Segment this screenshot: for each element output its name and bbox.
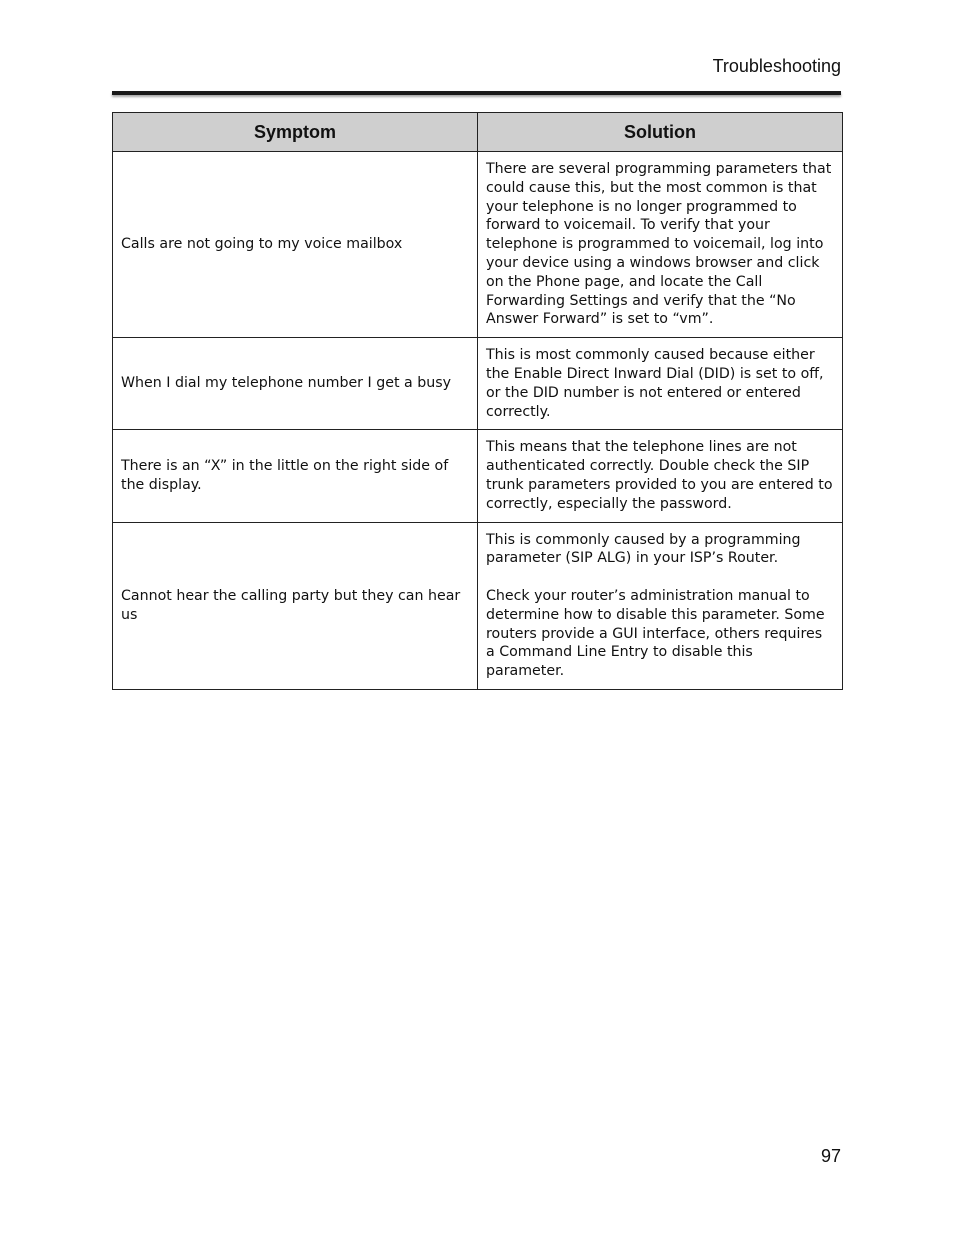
symptom-cell: Cannot hear the calling party but they can hear us — [113, 522, 478, 689]
solution-cell — [478, 152, 843, 338]
solution-cell — [478, 338, 843, 430]
troubleshooting-table — [112, 112, 843, 690]
solution-text: This means that the telephone lines are not authenticated correctly. Double check the SIP trunk parameters provided to you are entered to correctly, especially the password. — [486, 439, 833, 512]
running-header: Troubleshooting — [712, 56, 841, 76]
solution-cell — [478, 430, 843, 522]
table-row — [113, 522, 843, 689]
column-header-solution: Solution — [478, 113, 843, 152]
table-row — [113, 338, 843, 430]
symptom-cell: Calls are not going to my voice mailbox — [113, 152, 478, 338]
table-row — [113, 430, 843, 522]
solution-text: This is most commonly caused because either the Enable Direct Inward Dial (DID) is set to off, or the DID number is not entered or entered correctly. — [486, 347, 824, 420]
table-header-row — [113, 113, 843, 152]
table-row — [113, 152, 843, 338]
symptom-cell: When I dial my telephone number I get a busy — [113, 338, 478, 430]
solution-text: There are several programming parameters that could cause this, but the most common is that your telephone is no longer programmed to forward to voicemail. To verify that your telephone is programmed to voicemail, log into your device using a windows browser and click on the Phone page, and locate the Call Forwarding Settings and verify that the “No Answer Forward” is set to “vm”. — [486, 161, 832, 328]
solution-cell — [478, 522, 843, 689]
column-header-symptom: Symptom — [113, 113, 478, 152]
solution-text: Check your router’s administration manual to determine how to disable this parameter. Some routers provide a GUI interface, others requires a Command Line Entry to disable this parameter. — [486, 587, 825, 680]
page-number: 97 — [820, 1146, 841, 1166]
solution-text: This is commonly caused by a programming parameter (SIP ALG) in your ISP’s Router. — [486, 531, 801, 567]
header-rule — [112, 91, 841, 95]
symptom-cell: There is an “X” in the little on the right side of the display. — [113, 430, 478, 522]
